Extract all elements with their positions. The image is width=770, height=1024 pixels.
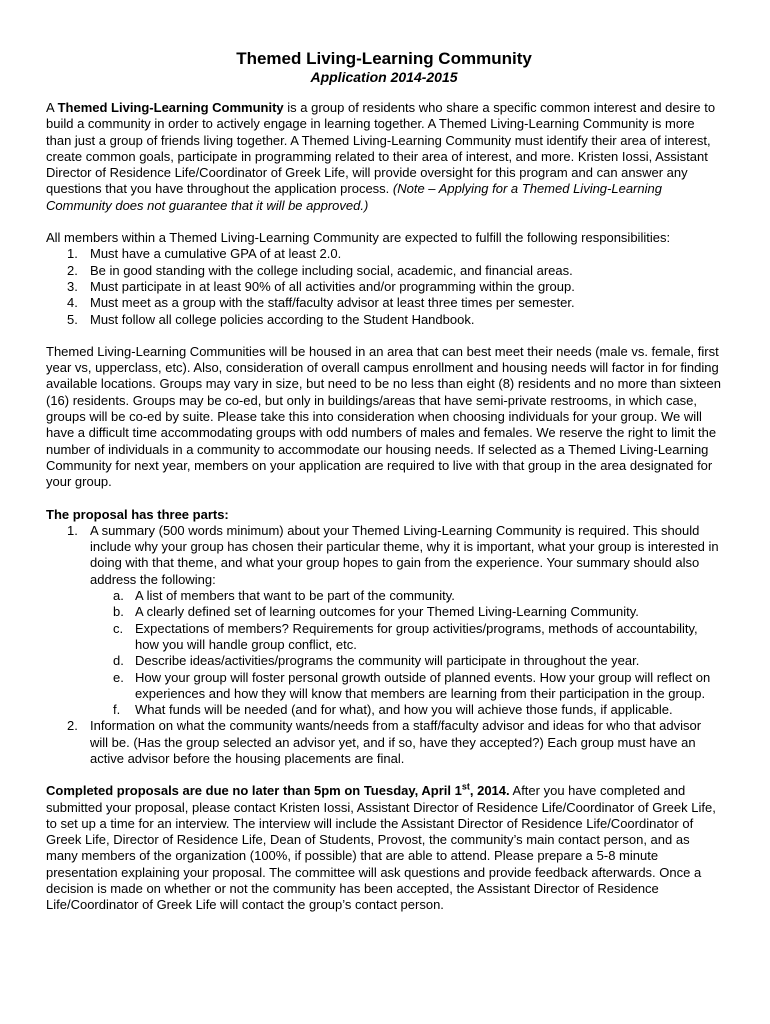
deadline-paragraph: [46, 783, 722, 913]
subitem-text: How your group will foster personal growth outside of planned events. How your group will reflect on experiences and how they will know that members are learning from their participation in the group.: [135, 669, 711, 701]
responsibilities-list: [46, 246, 722, 327]
proposal-subitem: [46, 670, 722, 703]
proposal-list: [46, 523, 722, 767]
housing-paragraph: Themed Living-Learning Communities will be housed in an area that can best meet their needs (male vs. female, first year vs, upperclass, etc). Also, consideration of overall campus enrollment and housing needs will factor in for finding available locations. Groups may vary in size, but need to be no less than eight (8) residents and no more than sixteen (16) residents. Groups may be co-ed, but only in buildings/areas that have semi-private restrooms, in which case, groups will be co-ed by suite. Please take this into consideration when choosing individuals for your group. We will have a difficult time accommodating groups with odd numbers of males and females. We reserve the right to limit the number of individuals in a community to accommodate our housing needs. If selected as a Themed Living-Learning Community for next year, members on your application are required to live with that group in the area designated for your group.: [46, 343, 721, 490]
deadline-instructions: After you have completed and submitted your proposal, please contact Kristen Iossi, Assistant Director of Residence Life/Coordinator of Greek Life, to set up a time for an interview. The interview will include the Assistant Director of Residence Life/Coordinator of Greek Life, Director of Residence Life, Dean of Students, Provost, the community’s main contact person, and as many members of the organization (100%, if possible) that are able to attend. Please prepare a 5-8 minute presentation explaining your proposal. The committee will ask questions and provide feedback afterwards. Once a decision is made on whether or not the community has been accepted, the Assistant Director of Residence Life/Coordinator of Greek Life will contact the group’s contact person.: [46, 783, 716, 913]
item-number: 1.: [67, 522, 78, 538]
intro-paragraph: [46, 100, 722, 214]
responsibility-item: [46, 246, 722, 262]
item-text: Information on what the community wants/needs from a staff/faculty advisor and ideas for who that advisor will be. (Has the group selected an advisor yet, and if so, have they accepted?) Each group must have an active advisor before the housing placements are final.: [90, 718, 702, 766]
deadline-ordinal: st: [461, 781, 470, 792]
subitem-letter: b.: [113, 604, 124, 620]
spacer: [46, 491, 722, 507]
proposal-subitem: [46, 588, 722, 604]
subitem-letter: d.: [113, 653, 124, 669]
intro-lead: A: [46, 100, 58, 115]
subitem-letter: f.: [113, 702, 121, 718]
subitem-letter: a.: [113, 588, 124, 604]
deadline-year: , 2014.: [469, 783, 510, 799]
item-text: A summary (500 words minimum) about your Themed Living-Learning Community is required. This should include why your group has chosen their particular theme, why it is important, what your group is interested in doing with that theme, and what your group hopes to gain from the experience. Your summary should also address the following:: [90, 522, 719, 587]
item-number: 5.: [67, 311, 78, 327]
subitem-letter: c.: [113, 620, 124, 636]
intro-term: Themed Living-Learning Community: [57, 100, 284, 115]
item-number: 2.: [67, 718, 78, 734]
deadline-statement: [46, 783, 510, 798]
subitem-text: Describe ideas/activities/programs the community will participate in throughout the year.: [135, 653, 640, 669]
subitem-text: Expectations of members? Requirements for group activities/programs, methods of accountability, how you will handle group conflict, etc.: [135, 620, 698, 652]
proposal-subitem: [46, 653, 722, 669]
subitem-letter: e.: [113, 669, 124, 685]
spacer: [46, 328, 722, 344]
proposal-item: [46, 718, 722, 767]
proposal-heading: The proposal has three parts:: [46, 506, 229, 522]
item-text: Must have a cumulative GPA of at least 2.0.: [90, 246, 342, 262]
subitem-text: What funds will be needed (and for what), and how you will achieve those funds, if applicable.: [135, 702, 673, 718]
document-title: Themed Living-Learning Community: [236, 49, 532, 68]
deadline-text: Completed proposals are due no later than 5pm on Tuesday, April 1: [46, 783, 462, 799]
spacer: [46, 214, 722, 230]
spacer: [46, 767, 722, 783]
proposal-subitem: [46, 621, 722, 654]
item-text: Must participate in at least 90% of all activities and/or programming within the group.: [90, 278, 575, 294]
item-number: 4.: [67, 295, 78, 311]
responsibility-item: [46, 263, 722, 279]
intro-text: is a group of residents who share a specific common interest and desire to build a community in order to actively engage in learning together. A Themed Living-Learning Community is more than just a group of friends living together. A Themed Living-Learning Community must identify their area of interest, create common goals, participate in programming related to their area of interest, and more. Kristen Iossi, Assistant Director of Residence Life/Coordinator of Greek Life, will provide oversight for this program and can answer any questions that you have throughout the application process.: [46, 100, 716, 197]
intro-note: (Note – Applying for a Themed Living-Learning Community does not guarantee that it will be approved.): [46, 181, 662, 213]
item-text: Must follow all college policies according to the Student Handbook.: [90, 311, 475, 327]
subitem-text: A clearly defined set of learning outcomes for your Themed Living-Learning Community.: [135, 604, 639, 620]
responsibility-item: [46, 312, 722, 328]
proposal-item: [46, 523, 722, 719]
subitem-text: A list of members that want to be part of the community.: [135, 588, 455, 604]
responsibilities-lead: All members within a Themed Living-Learning Community are expected to fulfill the following responsibilities:: [46, 230, 671, 246]
item-number: 2.: [67, 262, 78, 278]
responsibility-item: [46, 295, 722, 311]
item-text: Be in good standing with the college including social, academic, and financial areas.: [90, 262, 573, 278]
responsibility-item: [46, 279, 722, 295]
proposal-subitem: [46, 702, 722, 718]
item-number: 3.: [67, 278, 78, 294]
proposal-subitem: [46, 604, 722, 620]
item-number: 1.: [67, 246, 78, 262]
document-subtitle: Application 2014-2015: [310, 69, 458, 85]
proposal-sublist: [90, 588, 722, 718]
item-text: Must meet as a group with the staff/faculty advisor at least three times per semester.: [90, 295, 575, 311]
